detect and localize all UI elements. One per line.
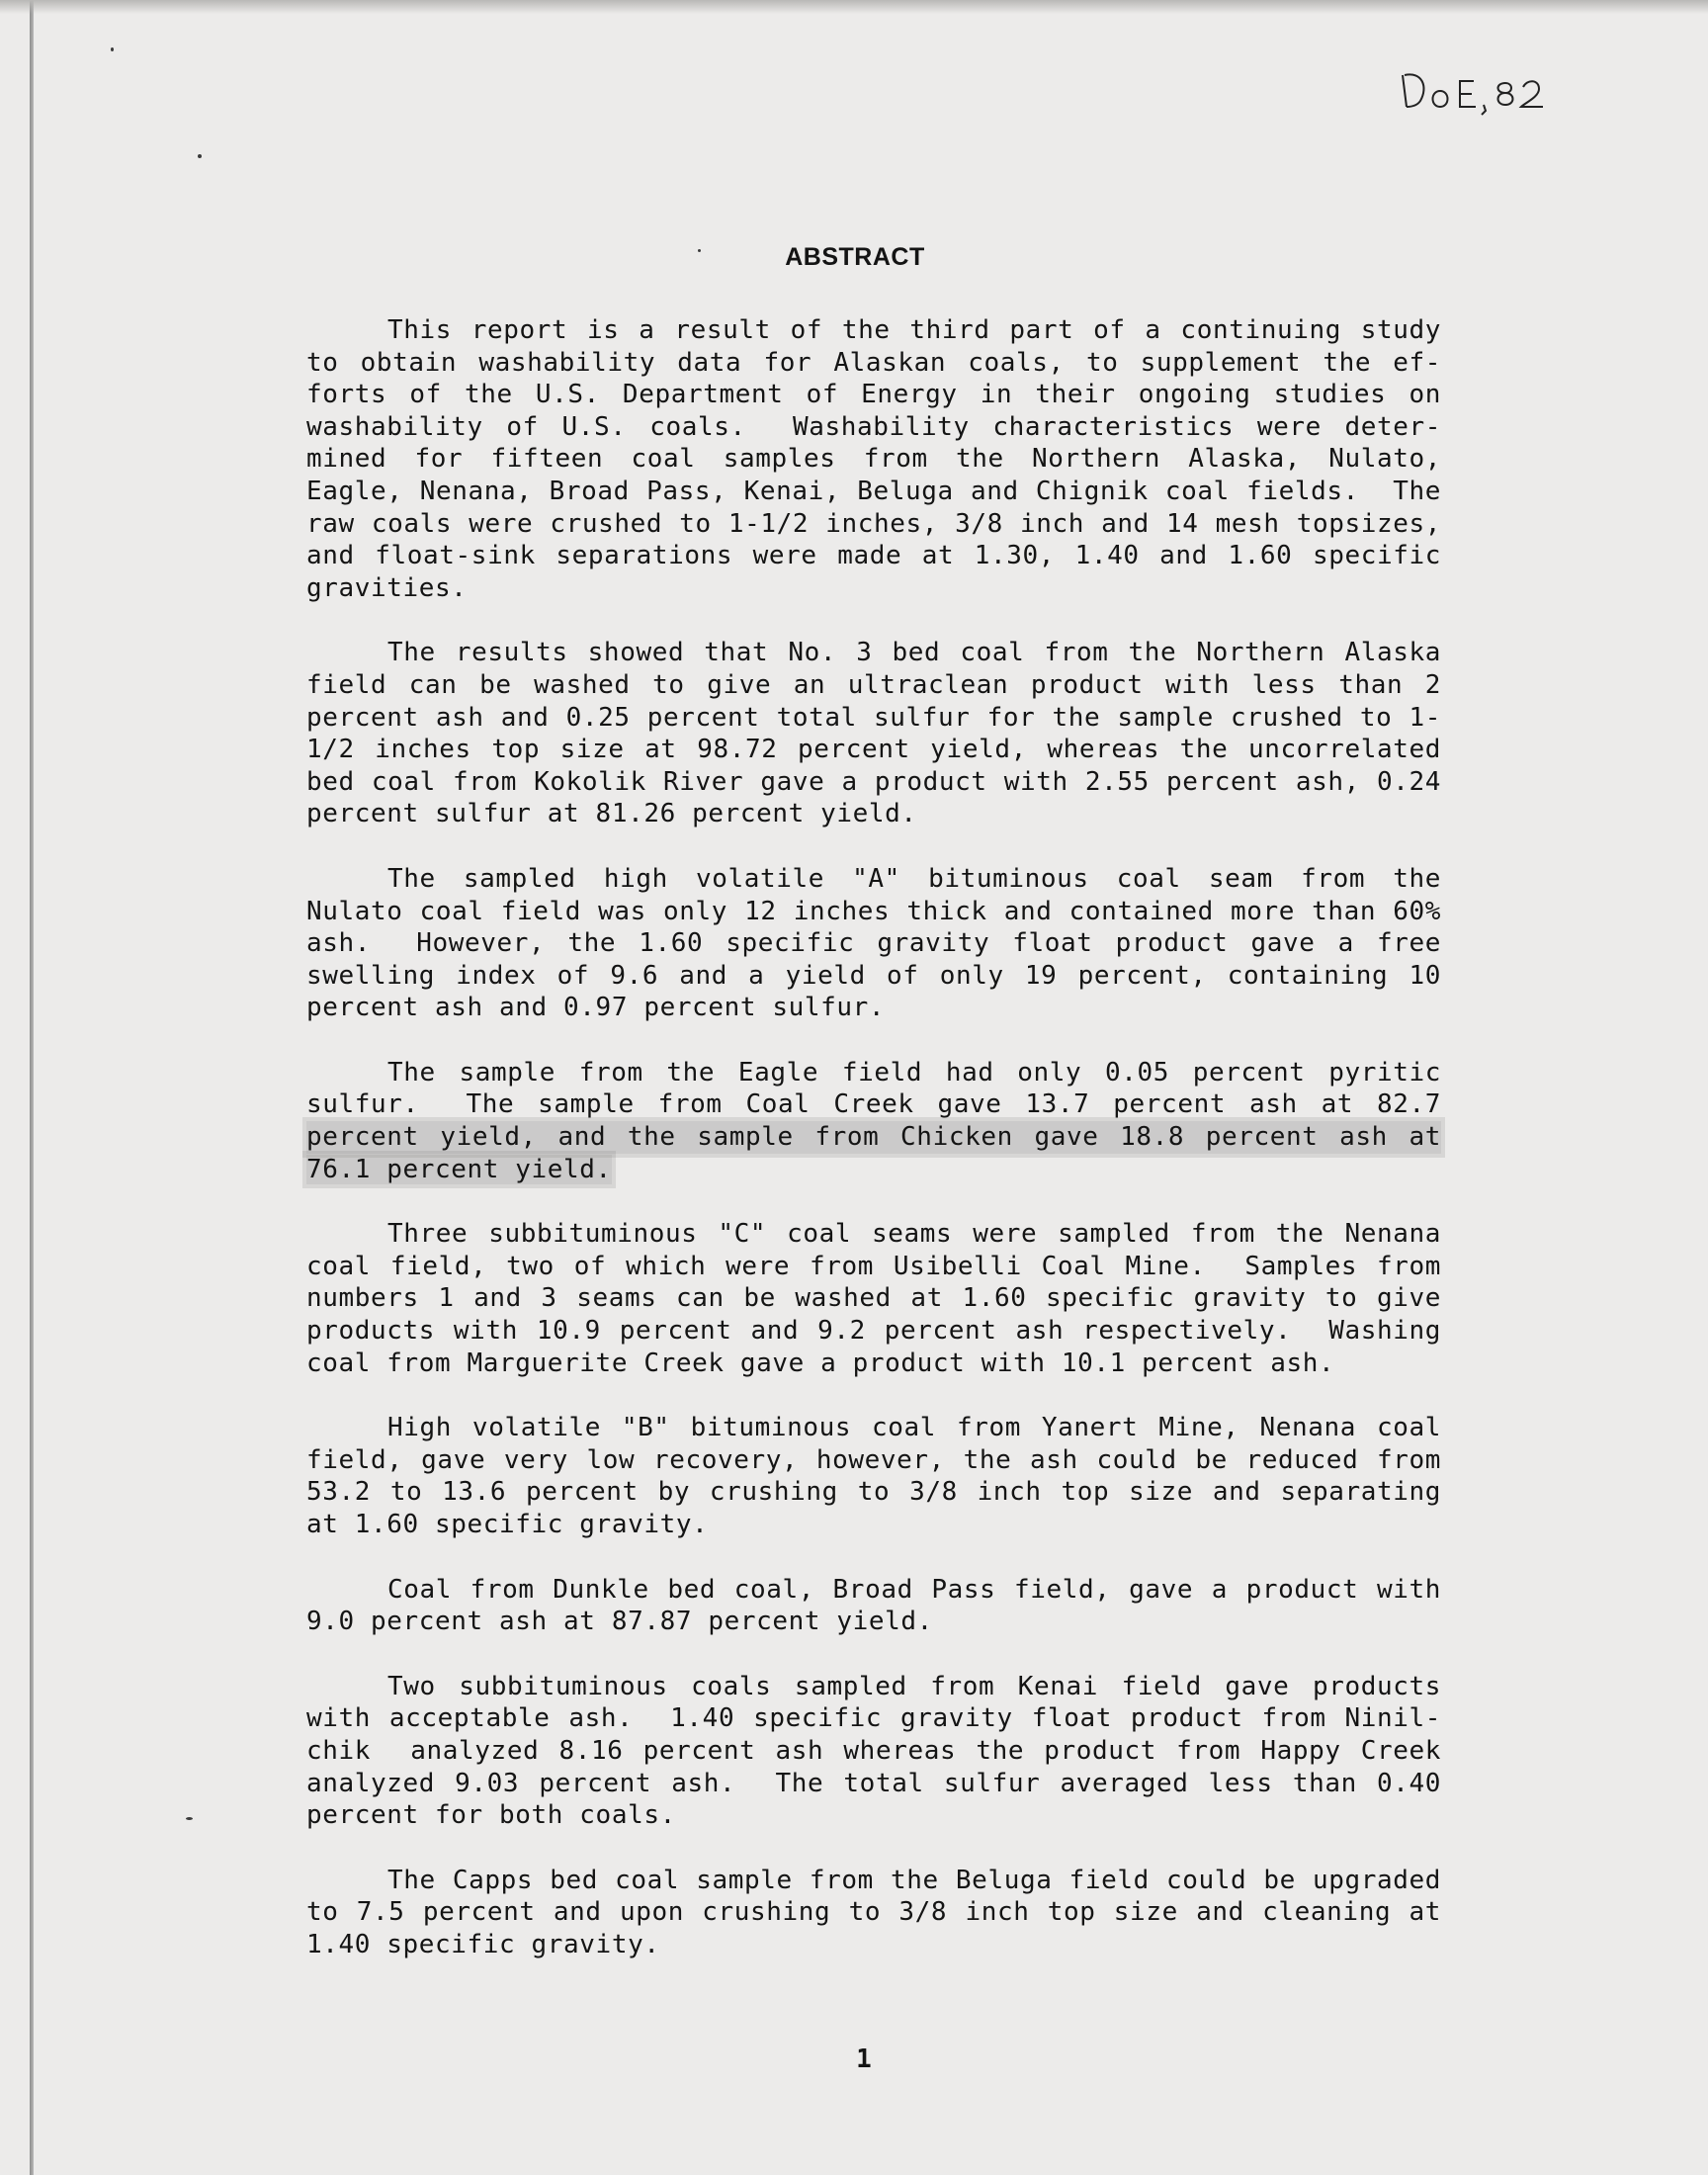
text-line: Nulato coal field was only 12 inches thick and contained more than 60% — [306, 896, 1441, 926]
text-line: and float-sink separations were made at 1.30, 1.40 and 1.60 specific — [306, 541, 1441, 571]
text-line: The sample from the Eagle field had only 0.05 percent pyritic — [387, 1057, 1441, 1088]
text-line: chik analyzed 8.16 percent ash whereas the product from Happy Creek — [306, 1735, 1441, 1766]
scan-speck — [111, 47, 114, 51]
text-line: numbers 1 and 3 seams can be washed at 1.60 specific gravity to give — [306, 1283, 1441, 1314]
scan-top-edge — [0, 0, 1708, 14]
text-line: This report is a result of the third part of a continuing study — [387, 315, 1441, 345]
text-line: Two subbituminous coals sampled from Kenai field gave products — [387, 1671, 1441, 1701]
text-line: mined for fifteen coal samples from the Northern Alaska, Nulato, — [306, 444, 1441, 475]
text-line: to obtain washability data for Alaskan coals, to supplement the ef- — [306, 347, 1441, 378]
text-line: 1/2 inches top size at 98.72 percent yield, whereas the uncorrelated — [306, 735, 1441, 765]
paragraph-purpose — [306, 314, 1441, 604]
text-line: raw coals were crushed to 1-1/2 inches, 3/8 inch and 14 mesh topsizes, — [306, 508, 1441, 539]
text-line: products with 10.9 percent and 9.2 percent ash respectively. Washing — [306, 1316, 1441, 1347]
text-line: sulfur. The sample from Coal Creek gave 13.7 percent ash at 82.7 — [306, 1089, 1441, 1120]
text-line: 9.0 percent ash at 87.87 percent yield. — [306, 1607, 933, 1637]
abstract-heading: ABSTRACT — [785, 243, 925, 271]
text-line: 1.40 specific gravity. — [306, 1929, 660, 1959]
text-line: with acceptable ash. 1.40 specific gravity float product from Ninil- — [306, 1703, 1441, 1734]
text-line: 53.2 to 13.6 percent by crushing to 3/8 inch top size and separating — [306, 1477, 1441, 1508]
text-line: Coal from Dunkle bed coal, Broad Pass field, gave a product with — [387, 1574, 1441, 1605]
text-line: percent ash and 0.25 percent total sulfur for the sample crushed to 1- — [306, 702, 1441, 733]
scan-speck — [698, 249, 701, 252]
abstract-body — [306, 314, 1441, 1994]
text-line: analyzed 9.03 percent ash. The total sulfur averaged less than 0.40 — [306, 1768, 1441, 1798]
text-line: ash. However, the 1.60 specific gravity float product gave a free — [306, 928, 1441, 959]
text-line: forts of the U.S. Department of Energy in their ongoing studies on — [306, 380, 1441, 410]
text-line: High volatile "B" bituminous coal from Yanert Mine, Nenana coal — [387, 1413, 1441, 1443]
text-line: swelling index of 9.6 and a yield of only 19 percent, containing 10 — [306, 960, 1441, 991]
text-line: gravities. — [306, 572, 468, 603]
text-line: Three subbituminous "C" coal seams were sampled from the Nenana — [387, 1219, 1441, 1250]
paragraph-nenana — [306, 1218, 1441, 1379]
highlighted-text-line: percent yield, and the sample from Chicken gave 18.8 percent ash at — [306, 1122, 1441, 1153]
text-line: The results showed that No. 3 bed coal from the Northern Alaska — [387, 638, 1441, 668]
paragraph-eagle — [306, 1057, 1441, 1185]
text-line: field, gave very low recovery, however, the ash could be reduced from — [306, 1444, 1441, 1475]
text-line: coal from Marguerite Creek gave a product with 10.1 percent ash. — [306, 1348, 1335, 1378]
paragraph-yanert — [306, 1412, 1441, 1540]
text-line: at 1.60 specific gravity. — [306, 1510, 709, 1539]
text-line: to 7.5 percent and upon crushing to 3/8 inch top size and cleaning at — [306, 1897, 1441, 1928]
text-line: The Capps bed coal sample from the Beluga field could be upgraded — [387, 1865, 1441, 1895]
paragraph-nulato — [306, 863, 1441, 1024]
text-line: coal field, two of which were from Usibelli Coal Mine. Samples from — [306, 1251, 1441, 1281]
highlight-mark: 76.1 percent yield. — [306, 1154, 612, 1184]
paragraph-kenai — [306, 1671, 1441, 1832]
text-line: percent ash and 0.97 percent sulfur. — [306, 993, 886, 1023]
scan-speck — [198, 154, 202, 158]
paragraph-beluga — [306, 1865, 1441, 1961]
binding-edge — [30, 0, 34, 2175]
text-line: field can be washed to give an ultraclean product with less than 2 — [306, 669, 1441, 700]
page-number: 1 — [856, 2044, 872, 2074]
handwritten-annotation — [1399, 61, 1577, 121]
paragraph-broad-pass — [306, 1574, 1441, 1638]
text-line: Eagle, Nenana, Broad Pass, Kenai, Beluga and Chignik coal fields. The — [306, 476, 1441, 506]
text-line: percent for both coals. — [306, 1800, 676, 1831]
text-line: The sampled high volatile "A" bituminous coal seam from the — [387, 863, 1441, 894]
highlighted-text-line — [306, 1154, 1441, 1186]
text-line: percent sulfur at 81.26 percent yield. — [306, 799, 917, 829]
text-line: washability of U.S. coals. Washability characteristics were deter- — [306, 411, 1441, 442]
paragraph-northern-alaska — [306, 637, 1441, 830]
scan-speck — [186, 1817, 193, 1820]
text-line: bed coal from Kokolik River gave a product with 2.55 percent ash, 0.24 — [306, 766, 1441, 797]
